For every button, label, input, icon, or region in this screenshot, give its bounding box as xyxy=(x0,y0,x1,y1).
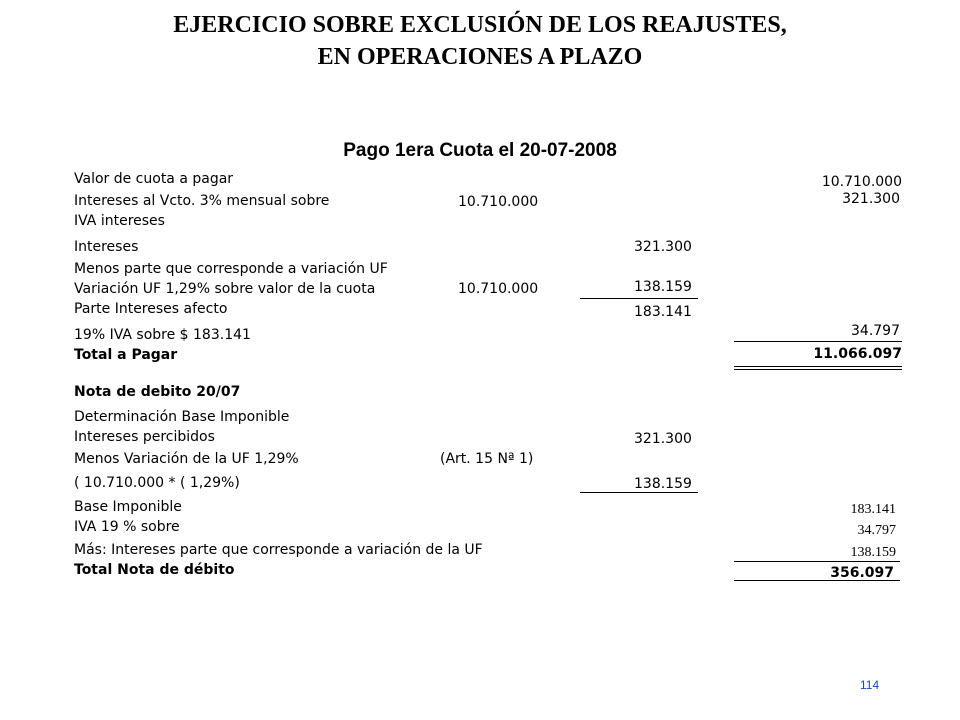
total-double-rule-1 xyxy=(734,366,902,367)
total-pagar-value: 11.066.097 xyxy=(813,346,902,362)
mas-intereses-value: 138.159 xyxy=(850,545,896,560)
intereses-vcto-label: Intereses al Vcto. 3% mensual sobre xyxy=(74,193,330,209)
mas-intereses-label: Más: Intereses parte que corresponde a variación de la UF xyxy=(74,542,483,558)
intereses-label: Intereses xyxy=(74,239,139,255)
subtitle: Pago 1era Cuota el 20-07-2008 xyxy=(343,140,617,161)
variacion-value: 138.159 xyxy=(634,279,692,295)
iva-intereses-label: IVA intereses xyxy=(74,213,165,229)
title-line-1: EJERCICIO SOBRE EXCLUSIÓN DE LOS REAJUSTES, xyxy=(173,12,787,38)
total-nota-value: 356.097 xyxy=(830,565,894,581)
total-nota-label: Total Nota de débito xyxy=(74,562,235,578)
iva-label: 19% IVA sobre $ 183.141 xyxy=(74,327,251,343)
menos-parte-label: Menos parte que corresponde a variación UF xyxy=(74,261,388,277)
variacion-base: 10.710.000 xyxy=(458,281,539,297)
subtotal-rule-1 xyxy=(580,298,698,299)
total-nota-rule xyxy=(734,580,900,581)
menos-variacion-label: Menos Variación de la UF 1,29% xyxy=(74,451,299,467)
calculo-label: ( 10.710.000 * ( 1,29%) xyxy=(74,475,240,491)
page-number: 114 xyxy=(860,678,880,692)
total-double-rule-2 xyxy=(734,369,902,370)
nota-debito-heading: Nota de debito 20/07 xyxy=(74,384,241,400)
total-rule-2 xyxy=(734,561,900,562)
calculo-value: 138.159 xyxy=(634,476,692,492)
iva-19-label: IVA 19 % sobre xyxy=(74,519,180,535)
total-pagar-label: Total a Pagar xyxy=(74,347,178,363)
determinacion-label: Determinación Base Imponible xyxy=(74,409,290,425)
intereses-vcto-base: 10.710.000 xyxy=(458,194,539,210)
iva-19-value: 34.797 xyxy=(857,523,896,538)
valor-cuota-total: 10.710.000 xyxy=(821,174,902,190)
intereses-vcto-total: 321.300 xyxy=(842,191,900,207)
variacion-label: Variación UF 1,29% sobre valor de la cuota xyxy=(74,281,376,297)
iva-value: 34.797 xyxy=(851,323,900,339)
base-imponible-label: Base Imponible xyxy=(74,499,182,515)
total-rule-top xyxy=(734,341,902,342)
parte-afecto-label: Parte Intereses afecto xyxy=(74,301,228,317)
parte-afecto-value: 183.141 xyxy=(634,304,692,320)
articulo-ref: (Art. 15 Nª 1) xyxy=(440,451,534,467)
intereses-value: 321.300 xyxy=(634,239,692,255)
subtotal-rule-2 xyxy=(580,492,698,493)
valor-cuota-label: Valor de cuota a pagar xyxy=(74,171,234,187)
title-line-2: EN OPERACIONES A PLAZO xyxy=(317,44,643,70)
percibidos-value: 321.300 xyxy=(634,431,692,447)
percibidos-label: Intereses percibidos xyxy=(74,429,215,445)
base-imponible-value: 183.141 xyxy=(850,502,896,517)
